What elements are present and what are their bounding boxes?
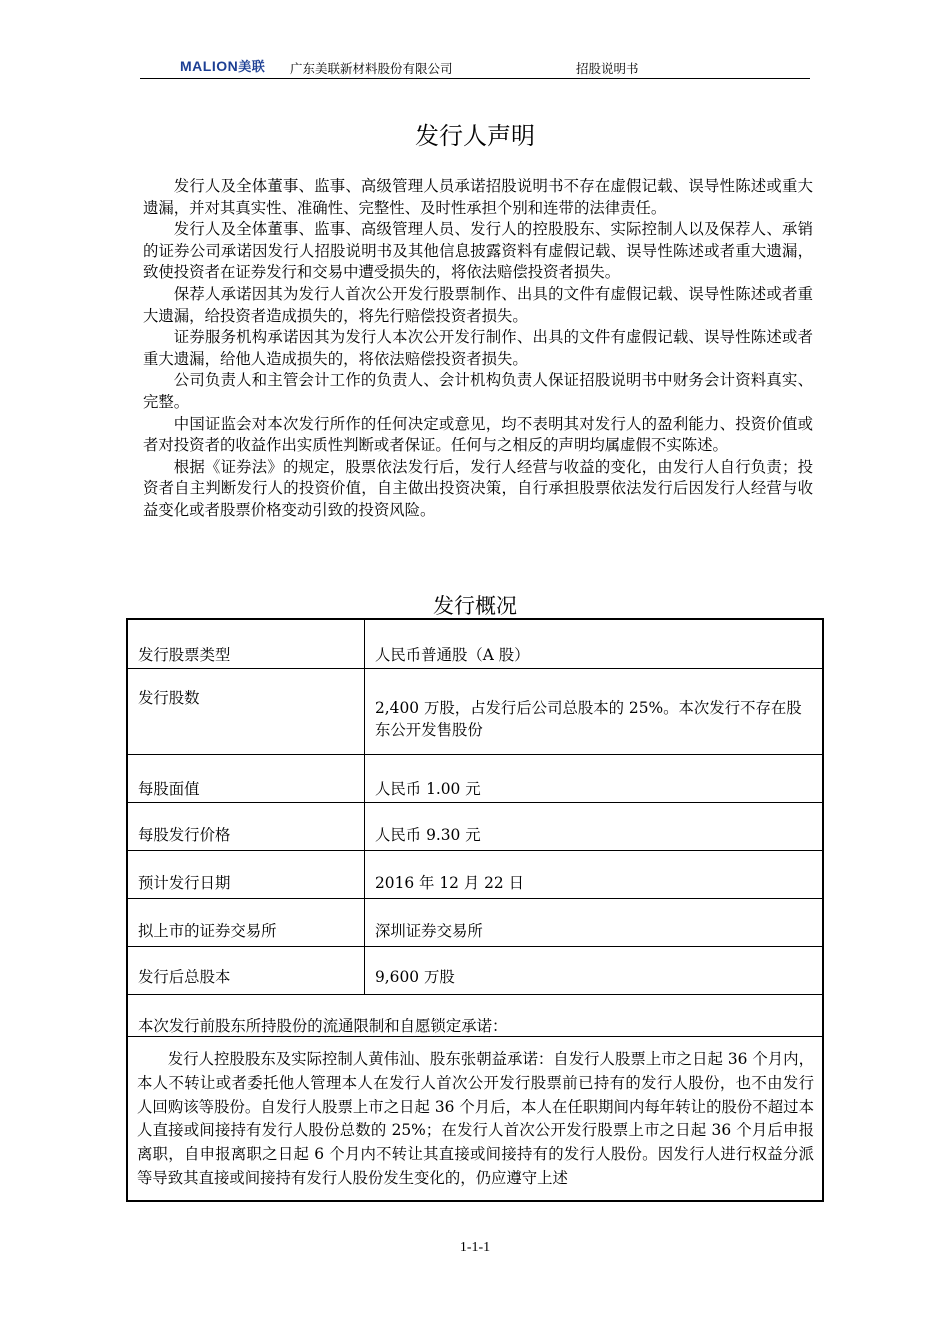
logo-text: MALION (180, 58, 239, 74)
lockup-heading-row (128, 995, 822, 1037)
issuer-statement (143, 176, 813, 522)
row-label: 每股发行价格 (128, 803, 365, 850)
lockup-commitment-text: 发行人控股股东及实际控制人黄伟汕、股东张朝益承诺：自发行人股票上市之日起 36 个月内，本人不转让或者委托他人管理本人在发行人首次公开发行股票前已持有的发行人股份，也不由发行人回购该等股份。自发行人股票上市之日起 36 个月后，本人在任职期间内每年转让的股份不超过本人直接或间接持有发行人股份总数的 25%；在发行人首次公开发行股票上市之日起 36 个月后申报离职，自申报离职之日起 6 个月内不转让其直接或间接持有的发行人股份。因发行人进行权益分派等导致其直接或间接持有发行人股份发生变化的，仍应遵守上述 (137, 1050, 814, 1187)
statement-paragraph: 公司负责人和主管会计工作的负责人、会计机构负责人保证招股说明书中财务会计资料真实、完整。 (143, 371, 813, 411)
table-row (128, 620, 822, 669)
row-value: 人民币普通股（A 股） (375, 646, 530, 664)
statement-paragraph: 发行人及全体董事、监事、高级管理人员承诺招股说明书不存在虚假记载、误导性陈述或重大遗漏，并对其真实性、准确性、完整性、及时性承担个别和连带的法律责任。 (143, 177, 813, 217)
document-type: 招股说明书 (576, 61, 639, 76)
row-label: 拟上市的证券交易所 (128, 899, 365, 946)
row-value: 人民币 1.00 元 (375, 780, 481, 798)
table-row (128, 899, 822, 947)
row-label: 发行后总股本 (128, 947, 365, 994)
lockup-heading: 本次发行前股东所持股份的流通限制和自愿锁定承诺： (138, 1017, 508, 1035)
logo-cn: 美联 (238, 59, 266, 74)
row-value: 2016 年 12 月 22 日 (375, 874, 524, 892)
company-name: 广东美联新材料股份有限公司 (290, 61, 453, 76)
row-label: 预计发行日期 (128, 851, 365, 898)
table-row (128, 947, 822, 995)
statement-paragraph: 发行人及全体董事、监事、高级管理人员、发行人的控股股东、实际控制人以及保荐人、承销的证券公司承诺因发行人招股说明书及其他信息披露资料有虚假记载、误导性陈述或者重大遗漏，致使投资者在证券发行和交易中遭受损失的，将依法赔偿投资者损失。 (143, 220, 813, 282)
statement-paragraph: 证券服务机构承诺因其为发行人本次公开发行制作、出具的文件有虚假记载、误导性陈述或者重大遗漏，给他人造成损失的，将依法赔偿投资者损失。 (143, 328, 813, 368)
table-row (128, 669, 822, 755)
overview-title: 发行概况 (433, 594, 517, 618)
offering-overview-table (126, 618, 824, 1202)
row-label: 发行股票类型 (128, 620, 365, 668)
row-label: 发行股数 (128, 669, 365, 754)
statement-paragraph: 根据《证券法》的规定，股票依法发行后，发行人经营与收益的变化，由发行人自行负责；投资者自主判断发行人的投资价值，自主做出投资决策，自行承担股票依法发行后因发行人经营与收益变化或者股票价格变动引致的投资风险。 (143, 457, 813, 519)
table-row (128, 851, 822, 899)
row-label: 每股面值 (128, 755, 365, 802)
page-number: 1-1-1 (459, 1240, 491, 1255)
row-value: 9,600 万股 (375, 968, 455, 986)
row-value: 人民币 9.30 元 (375, 826, 481, 844)
page-header (140, 56, 810, 79)
statement-paragraph: 中国证监会对本次发行所作的任何决定或意见，均不表明其对发行人的盈利能力、投资价值或者对投资者的收益作出实质性判断或者保证。任何与之相反的声明均属虚假不实陈述。 (143, 414, 813, 455)
row-value: 深圳证券交易所 (375, 922, 483, 940)
page-title: 发行人声明 (415, 122, 535, 150)
table-row (128, 755, 822, 803)
row-value: 2,400 万股，占发行后公司总股本的 25%。本次发行不存在股东公开发售股份 (375, 699, 802, 739)
statement-paragraph: 保荐人承诺因其为发行人首次公开发行股票制作、出具的文件有虚假记载、误导性陈述或者重大遗漏，给投资者造成损失的，将先行赔偿投资者损失。 (143, 284, 813, 325)
table-row (128, 803, 822, 851)
company-logo (180, 56, 265, 75)
